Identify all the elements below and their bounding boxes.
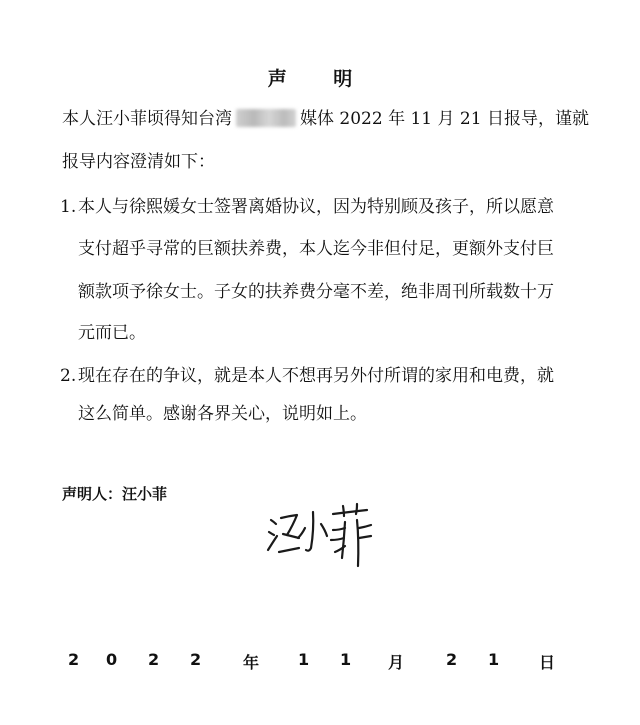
date-year-digit: 2 (190, 650, 202, 669)
document-title: 声 明 (267, 68, 373, 90)
date-month-digit: 1 (340, 650, 352, 669)
date-year-digit: 2 (68, 650, 80, 669)
date-month-digit: 1 (298, 650, 310, 669)
date-row (0, 650, 640, 674)
item-2-line-2: 这么简单。感谢各界关心，说明如上。 (78, 404, 367, 424)
intro-text-after: 媒体 2022 年 11 月 21 日报导，谨就 (300, 109, 589, 129)
handwritten-signature (265, 498, 375, 570)
intro-line-1 (62, 108, 589, 130)
date-year-digit: 0 (106, 650, 118, 669)
item-1-line-3: 额款项予徐女士。子女的扶养费分毫不差，绝非周刊所载数十万 (78, 282, 554, 302)
item-1-number: 1. (60, 197, 77, 217)
date-day-digit: 1 (488, 650, 500, 669)
date-day-digit: 2 (446, 650, 458, 669)
date-day-char: 日 (539, 653, 556, 672)
item-2-line-1: 现在存在的争议，就是本人不想再另外付所谓的家用和电费，就 (78, 366, 554, 386)
date-year-char: 年 (243, 653, 260, 672)
date-month-char: 月 (388, 653, 405, 672)
item-1-line-4: 元而已。 (78, 323, 146, 343)
declarant-label: 声明人：汪小菲 (62, 485, 168, 503)
item-1-line-2: 支付超乎寻常的巨额扶养费，本人迄今非但付足，更额外支付巨 (78, 239, 554, 259)
date-year-digit: 2 (148, 650, 160, 669)
redacted-blur (236, 109, 296, 127)
item-2-number: 2. (60, 366, 77, 386)
intro-text-before: 本人汪小菲顷得知台湾 (62, 109, 232, 129)
intro-line-2: 报导内容澄清如下： (62, 152, 215, 172)
item-1-line-1: 本人与徐熙媛女士签署离婚协议，因为特别顾及孩子，所以愿意 (78, 197, 554, 217)
